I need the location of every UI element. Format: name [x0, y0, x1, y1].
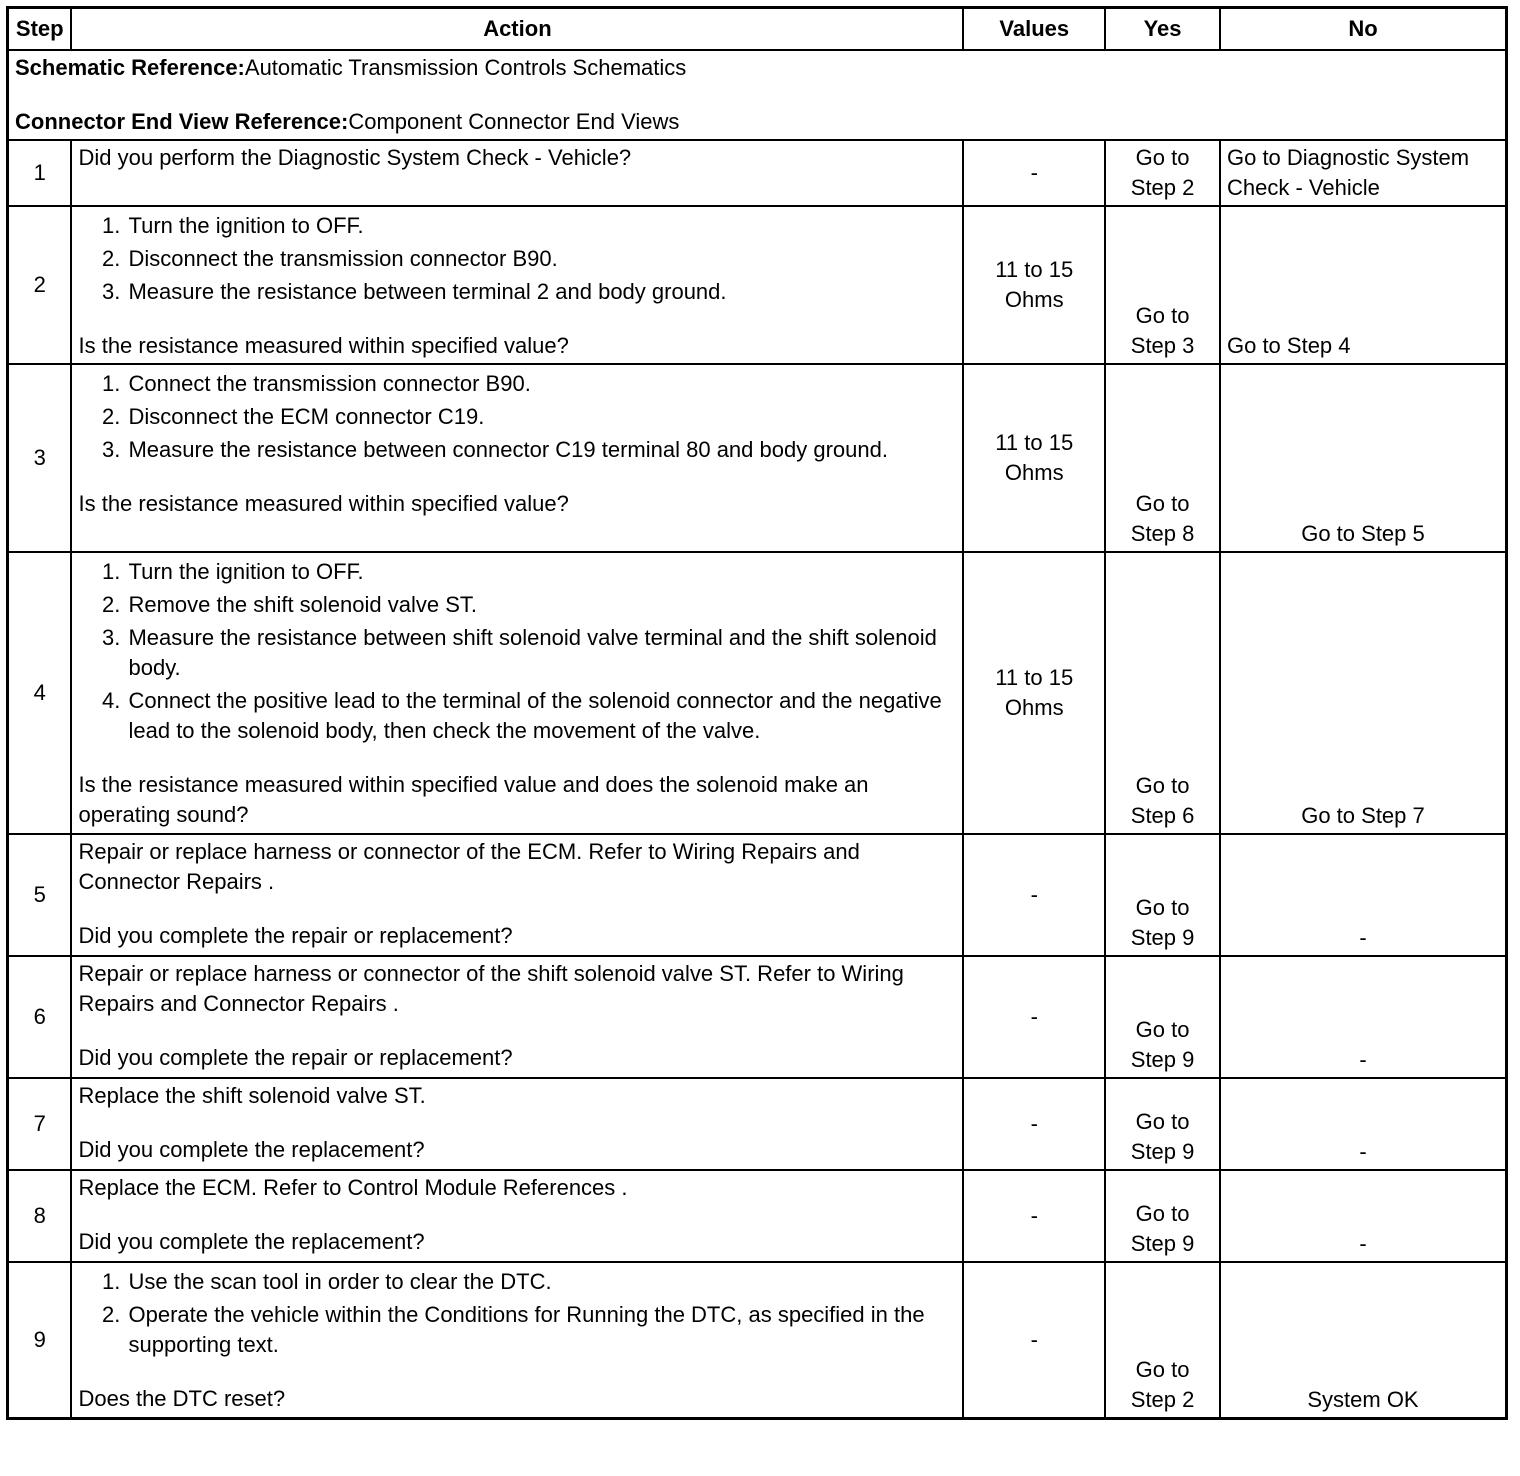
values-cell: 11 to 15 Ohms — [963, 206, 1105, 364]
action-step-item: 1. Connect the transmission connector B90. — [126, 369, 956, 399]
no-cell: Go to Step 4 — [1220, 206, 1507, 364]
header-values: Values — [963, 8, 1105, 51]
table-row — [8, 140, 1507, 206]
values-cell: - — [963, 956, 1105, 1078]
action-step-item: 1. Turn the ignition to OFF. — [126, 557, 956, 587]
step-number: 2 — [8, 206, 72, 364]
action-step-item: 4. Connect the positive lead to the terminal of the solenoid connector and the negative lead to the solenoid body, then check the movement of the valve. — [126, 686, 956, 746]
action-steps-list — [78, 369, 956, 465]
table-row — [8, 956, 1507, 1078]
table-row — [8, 206, 1507, 364]
table-row — [8, 834, 1507, 956]
action-question: Did you complete the repair or replacement? — [78, 1045, 513, 1070]
values-cell: 11 to 15 Ohms — [963, 364, 1105, 552]
schematic-reference — [15, 53, 1499, 83]
connector-reference-label: Connector End View Reference: — [15, 109, 349, 134]
action-question: Did you complete the replacement? — [78, 1137, 425, 1162]
action-cell — [71, 1078, 963, 1170]
action-steps-list — [78, 211, 956, 307]
values-cell: - — [963, 1078, 1105, 1170]
yes-cell: Go to Step 6 — [1105, 552, 1220, 834]
header-action: Action — [71, 8, 963, 51]
action-text: Repair or replace harness or connector of the ECM. Refer to Wiring Repairs and Connector Repairs . — [78, 839, 860, 894]
values-cell: - — [963, 1262, 1105, 1418]
connector-reference-value: Component Connector End Views — [348, 109, 680, 134]
step-number: 1 — [8, 140, 72, 206]
action-step-item: 2. Operate the vehicle within the Conditions for Running the DTC, as specified in the supporting text. — [126, 1300, 956, 1360]
step-number: 3 — [8, 364, 72, 552]
yes-cell: Go to Step 9 — [1105, 956, 1220, 1078]
no-cell: Go to Step 7 — [1220, 552, 1507, 834]
action-question: Is the resistance measured within specified value and does the solenoid make an operating sound? — [78, 772, 869, 827]
action-cell — [71, 1170, 963, 1262]
action-cell — [71, 552, 963, 834]
action-cell — [71, 1262, 963, 1418]
action-cell — [71, 834, 963, 956]
action-step-item: 3. Measure the resistance between shift solenoid valve terminal and the shift solenoid body. — [126, 623, 956, 683]
action-question: Did you complete the replacement? — [78, 1229, 425, 1254]
action-cell — [71, 206, 963, 364]
no-cell: - — [1220, 1078, 1507, 1170]
header-yes: Yes — [1105, 8, 1220, 51]
action-steps-list — [78, 557, 956, 746]
action-cell — [71, 956, 963, 1078]
action-step-item: 2. Remove the shift solenoid valve ST. — [126, 590, 956, 620]
no-cell: - — [1220, 834, 1507, 956]
no-cell: - — [1220, 1170, 1507, 1262]
values-cell: - — [963, 1170, 1105, 1262]
table-row — [8, 364, 1507, 552]
connector-reference — [15, 107, 1499, 137]
diagnostic-table — [6, 6, 1508, 1420]
yes-cell: Go to Step 9 — [1105, 834, 1220, 956]
table-row — [8, 1078, 1507, 1170]
values-cell: - — [963, 834, 1105, 956]
yes-cell: Go to Step 8 — [1105, 364, 1220, 552]
action-step-item: 3. Measure the resistance between connector C19 terminal 80 and body ground. — [126, 435, 956, 465]
no-cell: System OK — [1220, 1262, 1507, 1418]
action-question: Did you complete the repair or replacement? — [78, 923, 513, 948]
step-number: 5 — [8, 834, 72, 956]
step-number: 4 — [8, 552, 72, 834]
table-row — [8, 552, 1507, 834]
action-steps-list — [78, 1267, 956, 1360]
header-step: Step — [8, 8, 72, 51]
action-step-item: 1. Use the scan tool in order to clear the DTC. — [126, 1267, 956, 1297]
step-number: 7 — [8, 1078, 72, 1170]
no-cell: Go to Diagnostic System Check - Vehicle — [1220, 140, 1507, 206]
no-cell: - — [1220, 956, 1507, 1078]
table-row — [8, 1262, 1507, 1418]
step-number: 6 — [8, 956, 72, 1078]
action-step-item: 2. Disconnect the transmission connector B90. — [126, 244, 956, 274]
action-cell — [71, 364, 963, 552]
schematic-reference-label: Schematic Reference: — [15, 55, 245, 80]
yes-cell: Go to Step 3 — [1105, 206, 1220, 364]
action-question: Is the resistance measured within specified value? — [78, 333, 569, 358]
header-row — [8, 8, 1507, 51]
yes-cell: Go to Step 9 — [1105, 1078, 1220, 1170]
action-step-item: 2. Disconnect the ECM connector C19. — [126, 402, 956, 432]
schematic-reference-value: Automatic Transmission Controls Schematics — [244, 55, 687, 80]
action-step-item: 1. Turn the ignition to OFF. — [126, 211, 956, 241]
step-number: 9 — [8, 1262, 72, 1418]
yes-cell: Go to Step 2 — [1105, 1262, 1220, 1418]
action-question: Does the DTC reset? — [78, 1386, 286, 1411]
action-text: Did you perform the Diagnostic System Check - Vehicle? — [78, 145, 632, 170]
values-cell: - — [963, 140, 1105, 206]
reference-row — [8, 50, 1507, 140]
action-step-item: 3. Measure the resistance between terminal 2 and body ground. — [126, 277, 956, 307]
action-text: Repair or replace harness or connector of the shift solenoid valve ST. Refer to Wiring Repairs and Connector Repairs . — [78, 961, 904, 1016]
table-row — [8, 1170, 1507, 1262]
header-no: No — [1220, 8, 1507, 51]
action-text: Replace the ECM. Refer to Control Module References . — [78, 1175, 628, 1200]
values-cell: 11 to 15 Ohms — [963, 552, 1105, 834]
action-text: Replace the shift solenoid valve ST. — [78, 1083, 426, 1108]
no-cell: Go to Step 5 — [1220, 364, 1507, 552]
action-question: Is the resistance measured within specified value? — [78, 491, 569, 516]
step-number: 8 — [8, 1170, 72, 1262]
yes-cell: Go to Step 2 — [1105, 140, 1220, 206]
action-cell — [71, 140, 963, 206]
yes-cell: Go to Step 9 — [1105, 1170, 1220, 1262]
reference-cell — [8, 50, 1507, 140]
